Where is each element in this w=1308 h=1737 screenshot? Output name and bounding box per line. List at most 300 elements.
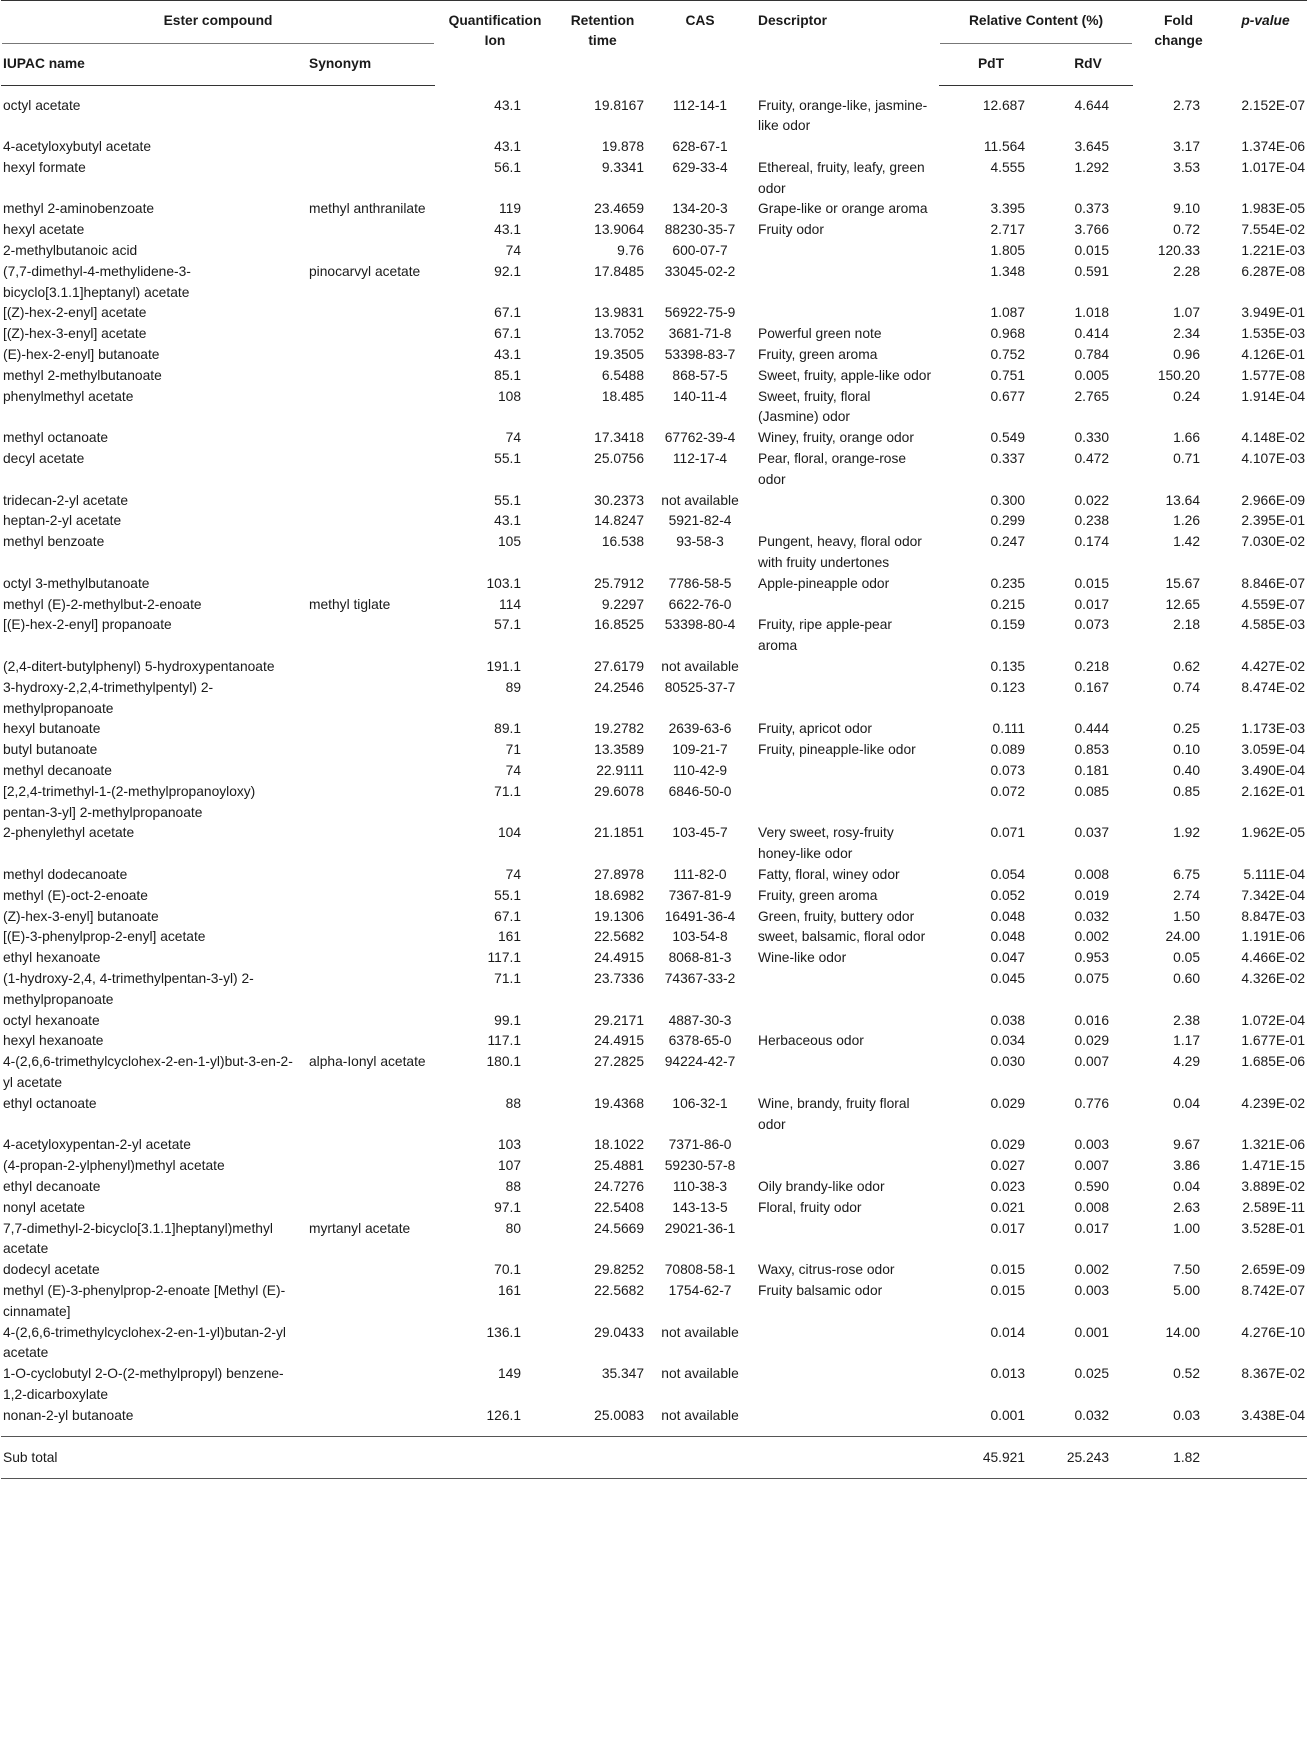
relative-content-rdv: 0.017 (1074, 596, 1110, 612)
compound-synonym (305, 761, 435, 782)
cas-number: 7367-81-9 (668, 887, 732, 903)
compound-iupac-name: 4-acetyloxypentan-2-yl acetate (3, 1137, 191, 1153)
retention-time: 19.8167 (594, 97, 645, 113)
quantification-ion: 55.1 (494, 492, 522, 508)
relative-content-pdt: 0.001 (990, 1407, 1026, 1423)
cas-number: 111-82-0 (673, 866, 727, 882)
relative-content-pdt: 0.549 (990, 430, 1026, 446)
p-value: 4.276E-10 (1241, 1324, 1306, 1340)
odor-descriptor: Oily brandy-like odor (758, 1178, 885, 1194)
relative-content-rdv: 0.414 (1074, 326, 1110, 342)
relative-content-rdv: 1.292 (1074, 159, 1110, 175)
compound-synonym: methyl anthranilate (309, 201, 426, 217)
table-row (1, 303, 1307, 324)
odor-descriptor: Winey, fruity, orange odor (758, 430, 914, 446)
p-value: 2.966E-09 (1241, 492, 1306, 508)
cas-number: 7371-86-0 (668, 1137, 732, 1153)
relative-content-rdv: 0.019 (1074, 887, 1110, 903)
relative-content-pdt: 0.300 (990, 492, 1026, 508)
table-row (1, 86, 1307, 138)
compound-iupac-name: methyl dodecanoate (3, 866, 128, 882)
compound-iupac-name: methyl (E)-2-methylbut-2-enoate (3, 596, 202, 612)
header-synonym: Synonym (305, 49, 435, 86)
odor-descriptor (750, 491, 939, 512)
quantification-ion: 67.1 (494, 908, 522, 924)
table-row (1, 366, 1307, 387)
cas-number: 628-67-1 (672, 139, 728, 155)
relative-content-pdt: 0.015 (990, 1282, 1026, 1298)
compound-iupac-name: methyl 2-methylbutanoate (3, 367, 162, 383)
cas-number: 16491-36-4 (664, 908, 736, 924)
table-header (1, 1, 1307, 86)
cas-number: 112-17-4 (672, 451, 728, 467)
odor-descriptor (750, 303, 939, 324)
cas-number: 53398-80-4 (664, 617, 736, 633)
retention-time: 13.7052 (594, 326, 645, 342)
fold-change: 2.38 (1173, 1012, 1201, 1028)
p-value: 4.126E-01 (1241, 347, 1306, 363)
table-row (1, 511, 1307, 532)
compound-iupac-name: methyl decanoate (3, 763, 112, 778)
quantification-ion: 104 (497, 825, 522, 841)
relative-content-pdt: 11.564 (983, 139, 1026, 155)
odor-descriptor (750, 761, 939, 782)
table-row (1, 199, 1307, 220)
cas-number: 140-11-4 (672, 388, 728, 404)
quantification-ion: 88 (505, 1095, 522, 1111)
fold-change: 6.75 (1173, 866, 1201, 882)
cas-number: 103-54-8 (672, 929, 728, 945)
relative-content-rdv: 0.008 (1074, 1199, 1110, 1215)
cas-number: 110-38-3 (672, 1178, 728, 1194)
relative-content-pdt: 1.087 (990, 305, 1026, 321)
compound-synonym (305, 1135, 435, 1156)
retention-time: 25.0083 (594, 1407, 645, 1423)
relative-content-pdt: 0.111 (992, 721, 1026, 737)
p-value: 8.474E-02 (1241, 679, 1306, 695)
compound-iupac-name: methyl benzoate (3, 534, 105, 550)
table-row (1, 1364, 1307, 1406)
p-value: 1.191E-06 (1241, 929, 1306, 945)
relative-content-pdt: 12.687 (982, 98, 1026, 113)
compound-iupac-name: 4-(2,6,6-trimethylcyclohex-2-en-1-yl)butan-2-yl acetate (3, 1324, 286, 1361)
cas-number: not available (661, 1407, 739, 1423)
p-value: 3.889E-02 (1241, 1178, 1306, 1194)
quantification-ion: 136.1 (486, 1324, 522, 1340)
retention-time: 6.5488 (601, 367, 645, 383)
p-value: 7.030E-02 (1241, 534, 1306, 550)
quantification-ion: 70.1 (494, 1262, 522, 1278)
p-value: 1.914E-04 (1241, 388, 1306, 404)
p-value: 4.239E-02 (1241, 1095, 1306, 1111)
retention-time: 13.9064 (594, 222, 645, 238)
odor-descriptor: Ethereal, fruity, leafy, green odor (758, 159, 925, 196)
compound-iupac-name: (1-hydroxy-2,4, 4-trimethylpentan-3-yl) 2-methylpropanoate (3, 970, 254, 1007)
table-row (1, 927, 1307, 948)
odor-descriptor: Fruity, ripe apple-pear aroma (758, 617, 892, 654)
fold-change: 0.74 (1173, 679, 1201, 695)
quantification-ion: 71.1 (494, 783, 522, 799)
cas-number: 5921-82-4 (668, 513, 732, 529)
relative-content-pdt: 0.014 (990, 1324, 1026, 1340)
p-value: 2.395E-01 (1241, 513, 1306, 529)
retention-time: 23.7336 (594, 970, 645, 986)
relative-content-rdv: 0.002 (1074, 1262, 1110, 1278)
odor-descriptor (750, 1135, 939, 1156)
fold-change: 15.67 (1165, 575, 1201, 591)
odor-descriptor: Fruity, green aroma (758, 347, 878, 363)
table-row (1, 782, 1307, 824)
relative-content-rdv: 0.591 (1074, 263, 1110, 279)
retention-time: 22.9111 (596, 763, 645, 778)
quantification-ion: 55.1 (494, 887, 522, 903)
compound-iupac-name: heptan-2-yl acetate (3, 513, 122, 529)
cas-number: 629-33-4 (672, 159, 728, 175)
table-row (1, 137, 1307, 158)
relative-content-pdt: 0.045 (990, 970, 1026, 986)
retention-time: 17.8485 (594, 263, 645, 279)
p-value: 3.438E-04 (1241, 1407, 1306, 1423)
relative-content-rdv: 0.017 (1074, 1220, 1110, 1236)
quantification-ion: 71.1 (494, 970, 522, 986)
fold-change: 1.66 (1173, 430, 1201, 446)
odor-descriptor: Wine-like odor (758, 950, 847, 966)
relative-content-rdv: 0.853 (1074, 742, 1110, 758)
odor-descriptor: Pungent, heavy, floral odor with fruity undertones (758, 534, 922, 571)
p-value: 4.466E-02 (1241, 950, 1306, 966)
fold-change: 2.73 (1173, 97, 1201, 113)
retention-time: 24.2546 (594, 679, 645, 695)
odor-descriptor (750, 595, 939, 616)
compound-synonym (305, 1406, 435, 1436)
quantification-ion: 92.1 (494, 263, 522, 279)
fold-change: 0.62 (1173, 659, 1201, 675)
fold-change: 1.92 (1173, 825, 1201, 841)
retention-time: 25.4881 (594, 1158, 645, 1174)
relative-content-pdt: 0.159 (990, 617, 1026, 633)
fold-change: 5.00 (1173, 1282, 1201, 1298)
p-value: 2.162E-01 (1241, 783, 1306, 799)
compound-synonym (305, 907, 435, 928)
quantification-ion: 117.1 (487, 1033, 522, 1049)
table-row (1, 595, 1307, 616)
retention-time: 19.1306 (594, 908, 645, 924)
compound-synonym (305, 428, 435, 449)
table-row (1, 532, 1307, 574)
p-value: 3.490E-04 (1241, 763, 1306, 778)
table-row (1, 886, 1307, 907)
compound-synonym (305, 241, 435, 262)
header-fold-change: Fold change (1154, 13, 1203, 48)
cas-number: 74367-33-2 (664, 970, 736, 986)
quantification-ion: 56.1 (494, 159, 522, 175)
odor-descriptor (750, 1052, 939, 1094)
p-value: 8.847E-03 (1241, 908, 1306, 924)
cas-number: 7786-58-5 (668, 575, 732, 591)
p-value: 3.949E-01 (1241, 305, 1306, 321)
relative-content-rdv: 0.218 (1074, 659, 1110, 675)
fold-change: 7.50 (1173, 1262, 1201, 1278)
cas-number: 134-20-3 (672, 201, 728, 217)
table-row (1, 1135, 1307, 1156)
compound-iupac-name: [(Z)-hex-2-enyl] acetate (3, 305, 147, 321)
compound-iupac-name: hexyl acetate (3, 222, 85, 238)
odor-descriptor: Pear, floral, orange-rose odor (758, 451, 907, 487)
table-row (1, 1156, 1307, 1177)
compound-iupac-name: [(E)-hex-2-enyl] propanoate (3, 617, 172, 633)
compound-iupac-name: hexyl hexanoate (3, 1033, 104, 1049)
relative-content-rdv: 0.238 (1074, 513, 1110, 529)
fold-change: 0.10 (1173, 742, 1201, 758)
compound-synonym (305, 511, 435, 532)
p-value: 1.017E-04 (1241, 159, 1306, 175)
relative-content-rdv: 3.645 (1074, 139, 1110, 155)
relative-content-pdt: 0.135 (990, 659, 1026, 675)
compound-synonym (305, 86, 435, 138)
fold-change: 0.25 (1173, 721, 1201, 737)
relative-content-rdv: 0.016 (1074, 1012, 1110, 1028)
relative-content-pdt: 0.071 (990, 825, 1026, 841)
relative-content-pdt: 0.123 (990, 679, 1026, 695)
cas-number: 70808-58-1 (664, 1262, 736, 1278)
cas-number: 67762-39-4 (664, 430, 736, 446)
compound-iupac-name: [2,2,4-trimethyl-1-(2-methylpropanoyloxy) pentan-3-yl] 2-methylpropanoate (3, 783, 256, 820)
compound-iupac-name: [(Z)-hex-3-enyl] acetate (3, 326, 147, 342)
compound-iupac-name: phenylmethyl acetate (3, 388, 134, 404)
compound-iupac-name: nonyl acetate (3, 1199, 86, 1215)
relative-content-rdv: 0.330 (1074, 430, 1110, 446)
relative-content-pdt: 0.021 (990, 1199, 1026, 1215)
quantification-ion: 67.1 (494, 305, 522, 321)
relative-content-pdt: 0.015 (990, 1262, 1026, 1278)
cas-number: not available (661, 1324, 739, 1340)
odor-descriptor: Grape-like or orange aroma (758, 201, 928, 217)
quantification-ion: 108 (497, 388, 522, 404)
cas-number: 112-14-1 (672, 97, 728, 113)
retention-time: 21.1851 (594, 825, 645, 841)
table-row (1, 1031, 1307, 1052)
quantification-ion: 161 (497, 1282, 522, 1298)
relative-content-pdt: 0.038 (990, 1012, 1026, 1028)
relative-content-rdv: 0.776 (1074, 1095, 1110, 1111)
table-row (1, 262, 1307, 304)
retention-time: 30.2373 (594, 492, 645, 508)
relative-content-pdt: 0.235 (990, 575, 1026, 591)
compound-iupac-name: methyl octanoate (3, 430, 109, 446)
relative-content-pdt: 0.677 (990, 388, 1026, 404)
table-row (1, 345, 1307, 366)
compound-synonym (305, 969, 435, 1011)
relative-content-rdv: 0.174 (1074, 534, 1110, 550)
compound-synonym (305, 1281, 435, 1323)
relative-content-pdt: 4.555 (990, 159, 1026, 175)
retention-time: 13.3589 (594, 742, 645, 758)
relative-content-pdt: 0.299 (990, 513, 1026, 529)
retention-time: 25.0756 (594, 451, 645, 467)
retention-time: 23.4659 (594, 201, 645, 217)
table-row (1, 1323, 1307, 1365)
compound-iupac-name: nonan-2-yl butanoate (3, 1407, 134, 1423)
retention-time: 19.878 (601, 139, 645, 155)
compound-iupac-name: 4-(2,6,6-trimethylcyclohex-2-en-1-yl)but-3-en-2-yl acetate (3, 1054, 293, 1090)
table-row (1, 678, 1307, 720)
compound-synonym (305, 678, 435, 720)
fold-change: 4.29 (1173, 1054, 1201, 1070)
compound-synonym (305, 1177, 435, 1198)
fold-change: 14.00 (1165, 1324, 1201, 1340)
compound-iupac-name: 7,7-dimethyl-2-bicyclo[3.1.1]heptanyl)methyl acetate (3, 1220, 273, 1257)
retention-time: 19.3505 (594, 347, 645, 363)
relative-content-pdt: 0.752 (990, 347, 1026, 363)
retention-time: 9.2297 (601, 596, 645, 612)
fold-change: 2.74 (1173, 887, 1201, 903)
subtotal-label: Sub total (3, 1449, 58, 1465)
fold-change: 0.24 (1173, 388, 1201, 404)
compound-synonym (305, 449, 435, 491)
table-row (1, 969, 1307, 1011)
header-retention-time: Retention time (570, 13, 635, 48)
quantification-ion: 149 (497, 1366, 522, 1382)
relative-content-rdv: 0.073 (1074, 617, 1110, 633)
compound-synonym: alpha-Ionyl acetate (309, 1054, 426, 1070)
compound-synonym (305, 1156, 435, 1177)
p-value: 4.107E-03 (1241, 451, 1306, 467)
odor-descriptor (750, 241, 939, 262)
relative-content-rdv: 0.015 (1074, 243, 1110, 259)
subtotal-pdt: 45.921 (982, 1449, 1026, 1465)
fold-change: 0.03 (1173, 1407, 1201, 1423)
relative-content-pdt: 0.023 (990, 1178, 1026, 1194)
table-row (1, 657, 1307, 678)
p-value: 5.111E-04 (1243, 866, 1306, 882)
compound-synonym (305, 303, 435, 324)
retention-time: 9.3341 (601, 159, 645, 175)
odor-descriptor: Apple-pineapple odor (758, 575, 890, 591)
table-row (1, 158, 1307, 200)
compound-synonym (305, 657, 435, 678)
relative-content-rdv: 0.032 (1074, 1407, 1110, 1423)
odor-descriptor: Sweet, fruity, floral (Jasmine) odor (758, 388, 871, 425)
table-footer (1, 1436, 1307, 1478)
relative-content-rdv: 0.181 (1074, 763, 1110, 778)
table-row (1, 241, 1307, 262)
odor-descriptor: Sweet, fruity, apple-like odor (758, 367, 932, 383)
cas-number: 88230-35-7 (664, 222, 736, 238)
compound-iupac-name: (4-propan-2-ylphenyl)methyl acetate (3, 1158, 225, 1174)
retention-time: 14.8247 (594, 513, 645, 529)
compound-iupac-name: ethyl hexanoate (3, 950, 101, 966)
fold-change: 0.72 (1173, 222, 1201, 238)
cas-number: 29021-36-1 (664, 1220, 736, 1236)
odor-descriptor (750, 1011, 939, 1032)
header-iupac-name: IUPAC name (1, 49, 305, 86)
retention-time: 18.6982 (594, 887, 645, 903)
compound-iupac-name: butyl butanoate (3, 742, 98, 758)
compound-synonym (305, 1031, 435, 1052)
fold-change: 0.05 (1173, 950, 1201, 966)
p-value: 1.221E-03 (1241, 243, 1306, 259)
odor-descriptor: Fruity, orange-like, jasmine-like odor (758, 97, 928, 134)
table-row (1, 1260, 1307, 1281)
relative-content-rdv: 0.007 (1074, 1158, 1110, 1174)
relative-content-pdt: 0.072 (990, 783, 1026, 799)
retention-time: 19.2782 (594, 721, 645, 737)
odor-descriptor: Floral, fruity odor (758, 1199, 862, 1215)
odor-descriptor: Herbaceous odor (758, 1033, 864, 1049)
compound-iupac-name: methyl 2-aminobenzoate (3, 201, 155, 217)
relative-content-rdv: 0.005 (1074, 367, 1110, 383)
quantification-ion: 117.1 (487, 950, 522, 966)
cas-number: 103-45-7 (672, 825, 728, 841)
relative-content-rdv: 0.029 (1074, 1033, 1110, 1049)
table-row (1, 1052, 1307, 1094)
compound-iupac-name: methyl (E)-oct-2-enoate (3, 887, 148, 903)
relative-content-pdt: 0.751 (990, 367, 1026, 383)
fold-change: 9.10 (1173, 201, 1201, 217)
p-value: 7.342E-04 (1241, 887, 1306, 903)
p-value: 1.535E-03 (1241, 326, 1306, 342)
header-p-value: p-value (1241, 13, 1290, 28)
subtotal-fold: 1.82 (1173, 1449, 1201, 1465)
compound-synonym (305, 574, 435, 595)
compound-synonym: myrtanyl acetate (309, 1220, 411, 1236)
cas-number: 109-21-7 (672, 742, 728, 758)
fold-change: 1.42 (1173, 534, 1201, 550)
quantification-ion: 89 (505, 679, 522, 695)
table-row (1, 865, 1307, 886)
fold-change: 1.07 (1173, 305, 1201, 321)
subtotal-row (1, 1436, 1307, 1478)
table-row (1, 1406, 1307, 1436)
compound-synonym (305, 719, 435, 740)
quantification-ion: 105 (497, 534, 522, 550)
compound-iupac-name: 3-hydroxy-2,2,4-trimethylpentyl) 2-methylpropanoate (3, 679, 214, 716)
table-row (1, 449, 1307, 491)
table-row (1, 761, 1307, 782)
cas-number: 80525-37-7 (664, 679, 736, 695)
compound-iupac-name: (7,7-dimethyl-4-methylidene-3-bicyclo[3.1.1]heptanyl) acetate (3, 263, 191, 300)
quantification-ion: 126.1 (486, 1407, 522, 1423)
cas-number: 2639-63-6 (668, 721, 732, 737)
p-value: 2.152E-07 (1241, 97, 1306, 113)
relative-content-rdv: 0.003 (1074, 1282, 1110, 1298)
retention-time: 18.1022 (594, 1137, 645, 1153)
p-value: 8.846E-07 (1241, 575, 1306, 591)
relative-content-pdt: 0.048 (990, 908, 1026, 924)
p-value: 3.528E-01 (1241, 1220, 1306, 1236)
cas-number: 6378-65-0 (668, 1033, 732, 1049)
cas-number: 53398-83-7 (664, 347, 736, 363)
compound-synonym: methyl tiglate (309, 596, 391, 612)
quantification-ion: 119 (499, 201, 522, 217)
fold-change: 2.18 (1173, 617, 1201, 633)
retention-time: 24.4915 (594, 950, 645, 966)
retention-time: 22.5682 (594, 929, 645, 945)
compound-synonym (305, 948, 435, 969)
relative-content-pdt: 0.048 (990, 929, 1026, 945)
compound-iupac-name: 4-acetyloxybutyl acetate (3, 139, 152, 155)
odor-descriptor: Fruity, pineapple-like odor (758, 742, 916, 758)
cas-number: 3681-71-8 (668, 326, 732, 342)
relative-content-pdt: 0.054 (990, 866, 1026, 882)
relative-content-pdt: 2.717 (990, 222, 1026, 238)
cas-number: 143-13-5 (672, 1199, 728, 1215)
fold-change: 0.04 (1173, 1178, 1201, 1194)
fold-change: 150.20 (1157, 367, 1201, 383)
compound-iupac-name: tridecan-2-yl acetate (3, 492, 129, 508)
fold-change: 1.17 (1173, 1033, 1201, 1049)
table-row (1, 740, 1307, 761)
